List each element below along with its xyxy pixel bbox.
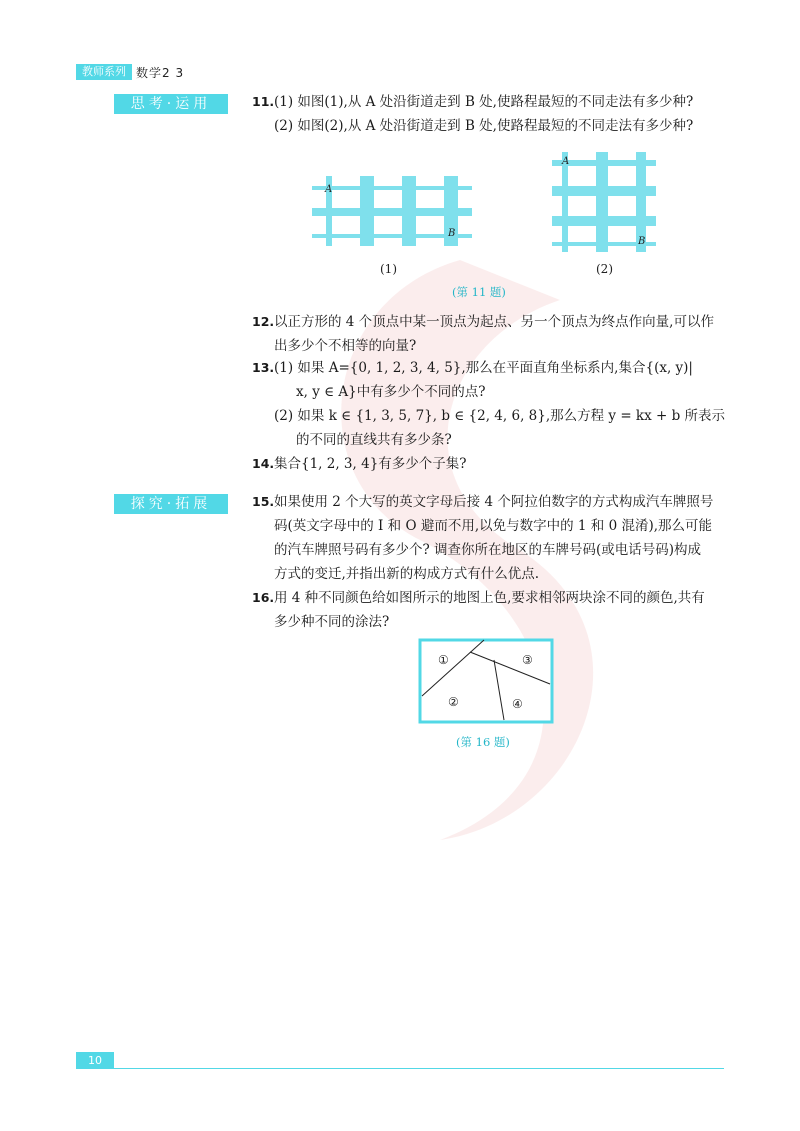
header-tag (76, 64, 184, 80)
problem-13-part1-1: (1) 如果 A={0, 1, 2, 3, 4, 5},那么在平面直角坐标系内,集合{(x, y)| (274, 360, 693, 376)
figure-11-2-label: (2) (596, 262, 613, 276)
problem-13 (252, 356, 732, 452)
problem-13-part2-2: 的不同的直线共有多少条? (296, 432, 452, 448)
problem-number: 14. (252, 456, 275, 471)
point-b-label: B (638, 236, 646, 247)
problem-15-text-1: 如果使用 2 个大写的英文字母后接 4 个阿拉伯数字的方式构成汽车牌照号 (274, 494, 714, 510)
region-3-label: ③ (522, 653, 533, 667)
problem-11-part1: (1) 如图(1),从 A 处沿街道走到 B 处,使路程最短的不同走法有多少种? (274, 94, 694, 110)
section-label-think: 思考·运用 (114, 94, 228, 114)
problem-15-text-4: 方式的变迁,并指出新的构成方式有什么优点. (274, 566, 540, 582)
region-4-label: ④ (512, 697, 523, 711)
problem-number: 15. (252, 494, 275, 509)
problem-number: 11. (252, 94, 275, 109)
point-b-label: B (448, 228, 456, 239)
problem-15-text-3: 的汽车牌照号码有多少个? 调查你所在地区的车牌号码(或电话号码)构成 (274, 542, 702, 558)
problem-number: 16. (252, 590, 275, 605)
problem-15 (252, 490, 732, 586)
figure-16-caption: (第 16 题) (456, 735, 510, 749)
figure-11-2-street-grid (552, 152, 656, 252)
problem-12 (252, 310, 732, 358)
point-a-label: A (562, 156, 570, 167)
header-book-title: 数学2 3 (136, 65, 185, 80)
problem-number: 13. (252, 360, 275, 375)
problem-14 (252, 452, 732, 476)
problem-16-text-1: 用 4 种不同颜色给如图所示的地图上色,要求相邻两块涂不同的颜色,共有 (274, 590, 705, 606)
region-1-label: ① (438, 653, 449, 667)
problem-11-part2: (2) 如图(2),从 A 处沿街道走到 B 处,使路程最短的不同走法有多少种? (274, 118, 694, 134)
footer-rule (76, 1068, 724, 1069)
page-number: 10 (76, 1052, 114, 1069)
point-a-label: A (325, 184, 333, 195)
problem-16 (252, 586, 732, 634)
problem-13-part2-1: (2) 如果 k ∈ {1, 3, 5, 7}, b ∈ {2, 4, 6, 8},那么方程 y = kx + b 所表示 (274, 408, 726, 424)
problem-12-text-2: 出多少个不相等的向量? (274, 338, 417, 354)
problem-13-part1-2: x, y ∈ A}中有多少个不同的点? (296, 384, 486, 400)
problem-11 (252, 90, 732, 138)
region-2-label: ② (448, 695, 459, 709)
problem-16-text-2: 多少种不同的涂法? (274, 614, 390, 630)
problem-14-text: 集合{1, 2, 3, 4}有多少个子集? (274, 456, 467, 472)
figure-11-1-street-grid (312, 176, 472, 246)
problem-15-text-2: 码(英文字母中的 I 和 O 避而不用,以免与数字中的 1 和 0 混淆),那么可能 (274, 518, 713, 534)
header-series: 教师系列 (76, 64, 132, 80)
figure-11-1-label: (1) (380, 262, 397, 276)
figure-11-caption: (第 11 题) (452, 285, 506, 299)
figure-16-map (418, 638, 554, 724)
problem-number: 12. (252, 314, 275, 329)
problem-12-text-1: 以正方形的 4 个顶点中某一顶点为起点、另一个顶点为终点作向量,可以作 (274, 314, 714, 330)
section-label-explore: 探究·拓展 (114, 494, 228, 514)
